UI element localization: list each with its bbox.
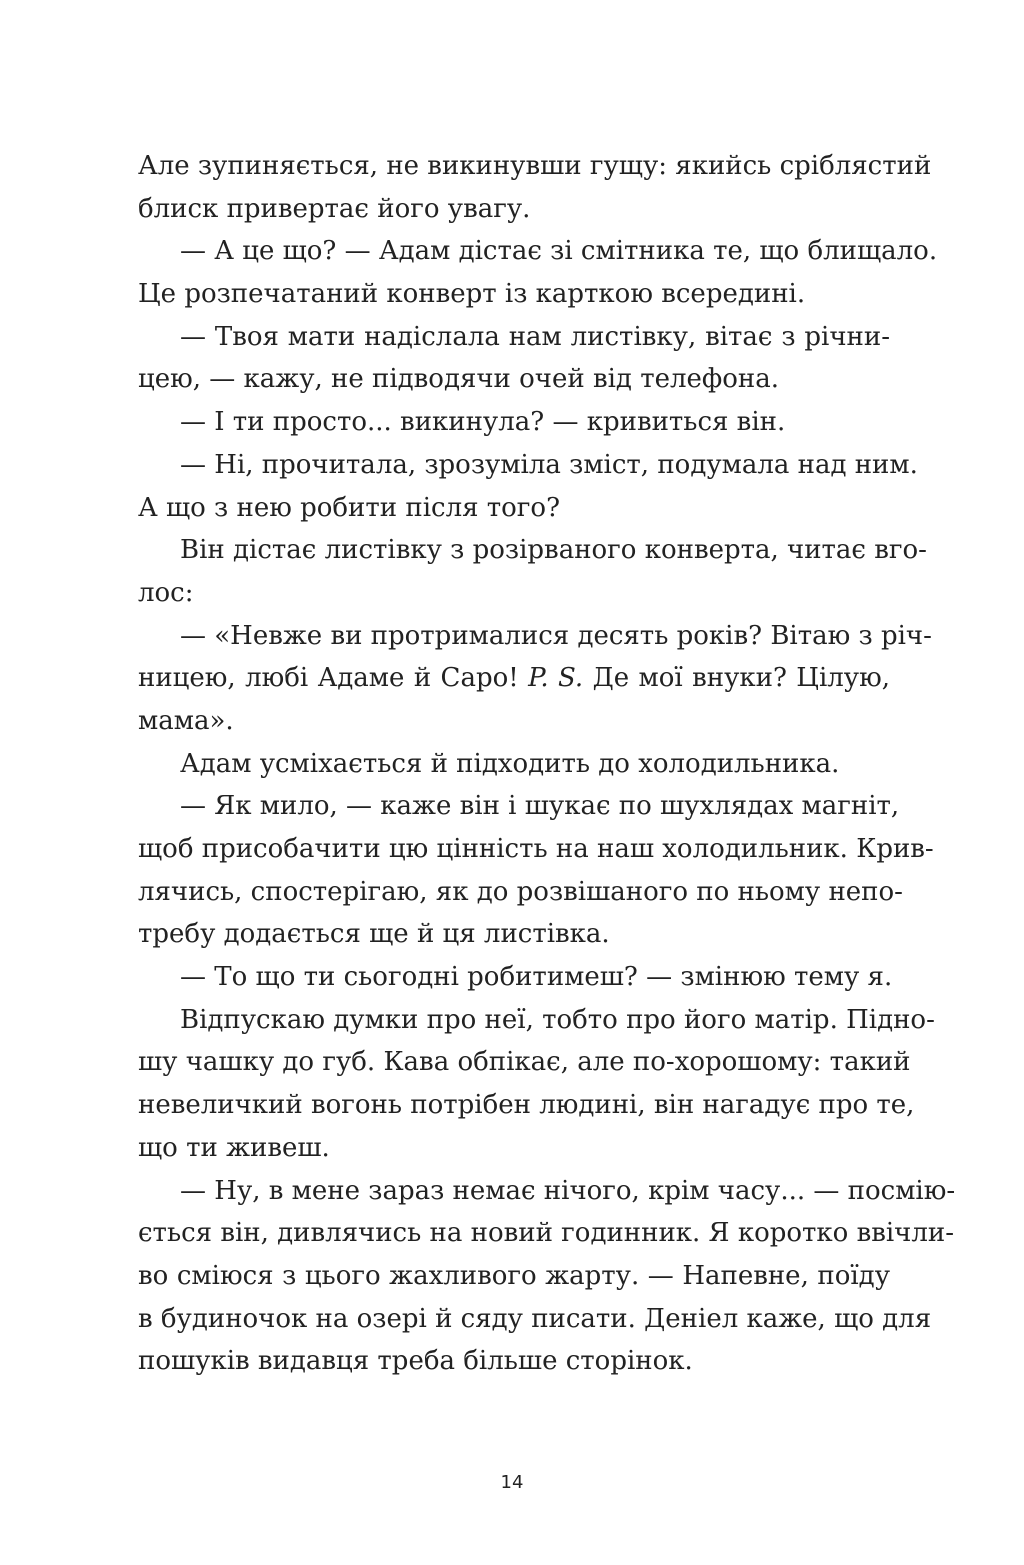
text-line: невеличкий вогонь потрібен людині, він нагадує про те, bbox=[138, 1090, 915, 1121]
text-line: цею, — кажу, не підводячи очей від телефона. bbox=[138, 364, 779, 395]
text-line: во сміюся з цього жахливого жарту. — Напевне, поїду bbox=[138, 1260, 890, 1291]
text-line: блиск привертає його увагу. bbox=[138, 193, 531, 224]
text-line: — Твоя мати надіслала нам листівку, вітає з річни- bbox=[180, 321, 890, 352]
text-line: А що з нею робити після того? bbox=[138, 492, 561, 523]
text-line: в будиночок на озері й сяду писати. Деніел каже, що для bbox=[138, 1303, 932, 1334]
text-line: Адам усміхається й підходить до холодильника. bbox=[180, 748, 840, 779]
text-line: Але зупиняється, не викинувши гущу: якийсь сріблястий bbox=[138, 151, 932, 181]
text-line: що ти живеш. bbox=[138, 1132, 330, 1163]
text-line: Він дістає листівку з розірваного конверта, читає вго- bbox=[180, 535, 927, 566]
text-line: — Ні, прочитала, зрозуміла зміст, подумала над ним. bbox=[180, 449, 918, 480]
text-line: пошуків видавця треба більше сторінок. bbox=[138, 1346, 693, 1377]
body-text bbox=[138, 145, 956, 1383]
text-line: лос: bbox=[138, 577, 194, 608]
text-line: лячись, спостерігаю, як до розвішаного по ньому непо- bbox=[138, 876, 903, 907]
text-line: — «Невже ви протрималися десять років? Вітаю з річ- bbox=[180, 620, 932, 651]
text-line: мама». bbox=[138, 705, 234, 736]
text-line: Це розпечатаний конверт із карткою всередині. bbox=[138, 279, 806, 310]
text-line: шу чашку до губ. Кава обпікає, але по-хорошому: такий bbox=[138, 1047, 911, 1078]
text-line: ницею, любі Адаме й Саро! P. S. Де мої внуки? Цілую, bbox=[138, 663, 891, 694]
text-line: — І ти просто... викинула? — кривиться він. bbox=[180, 407, 786, 438]
postscript-mark: P. S. bbox=[528, 663, 584, 694]
page-number: 14 bbox=[500, 1472, 524, 1493]
text-line: — То що ти сьогодні робитимеш? — змінюю тему я. bbox=[180, 962, 893, 993]
text-line: Відпускаю думки про неї, тобто про його матір. Підно- bbox=[180, 1004, 935, 1035]
text-line: щоб присобачити цю цінність на наш холодильник. Крив- bbox=[138, 834, 934, 864]
text-line: — Ну, в мене зараз немає нічого, крім часу... — посмію- bbox=[180, 1175, 956, 1206]
text-line: — Як мило, — каже він і шукає по шухлядах магніт, bbox=[180, 791, 900, 822]
text-line: требу додається ще й ця листівка. bbox=[138, 919, 610, 950]
text-line: ється він, дивлячись на новий годинник. Я коротко ввічли- bbox=[138, 1218, 954, 1249]
text-line: — А це що? — Адам дістає зі смітника те, що блищало. bbox=[180, 236, 938, 267]
